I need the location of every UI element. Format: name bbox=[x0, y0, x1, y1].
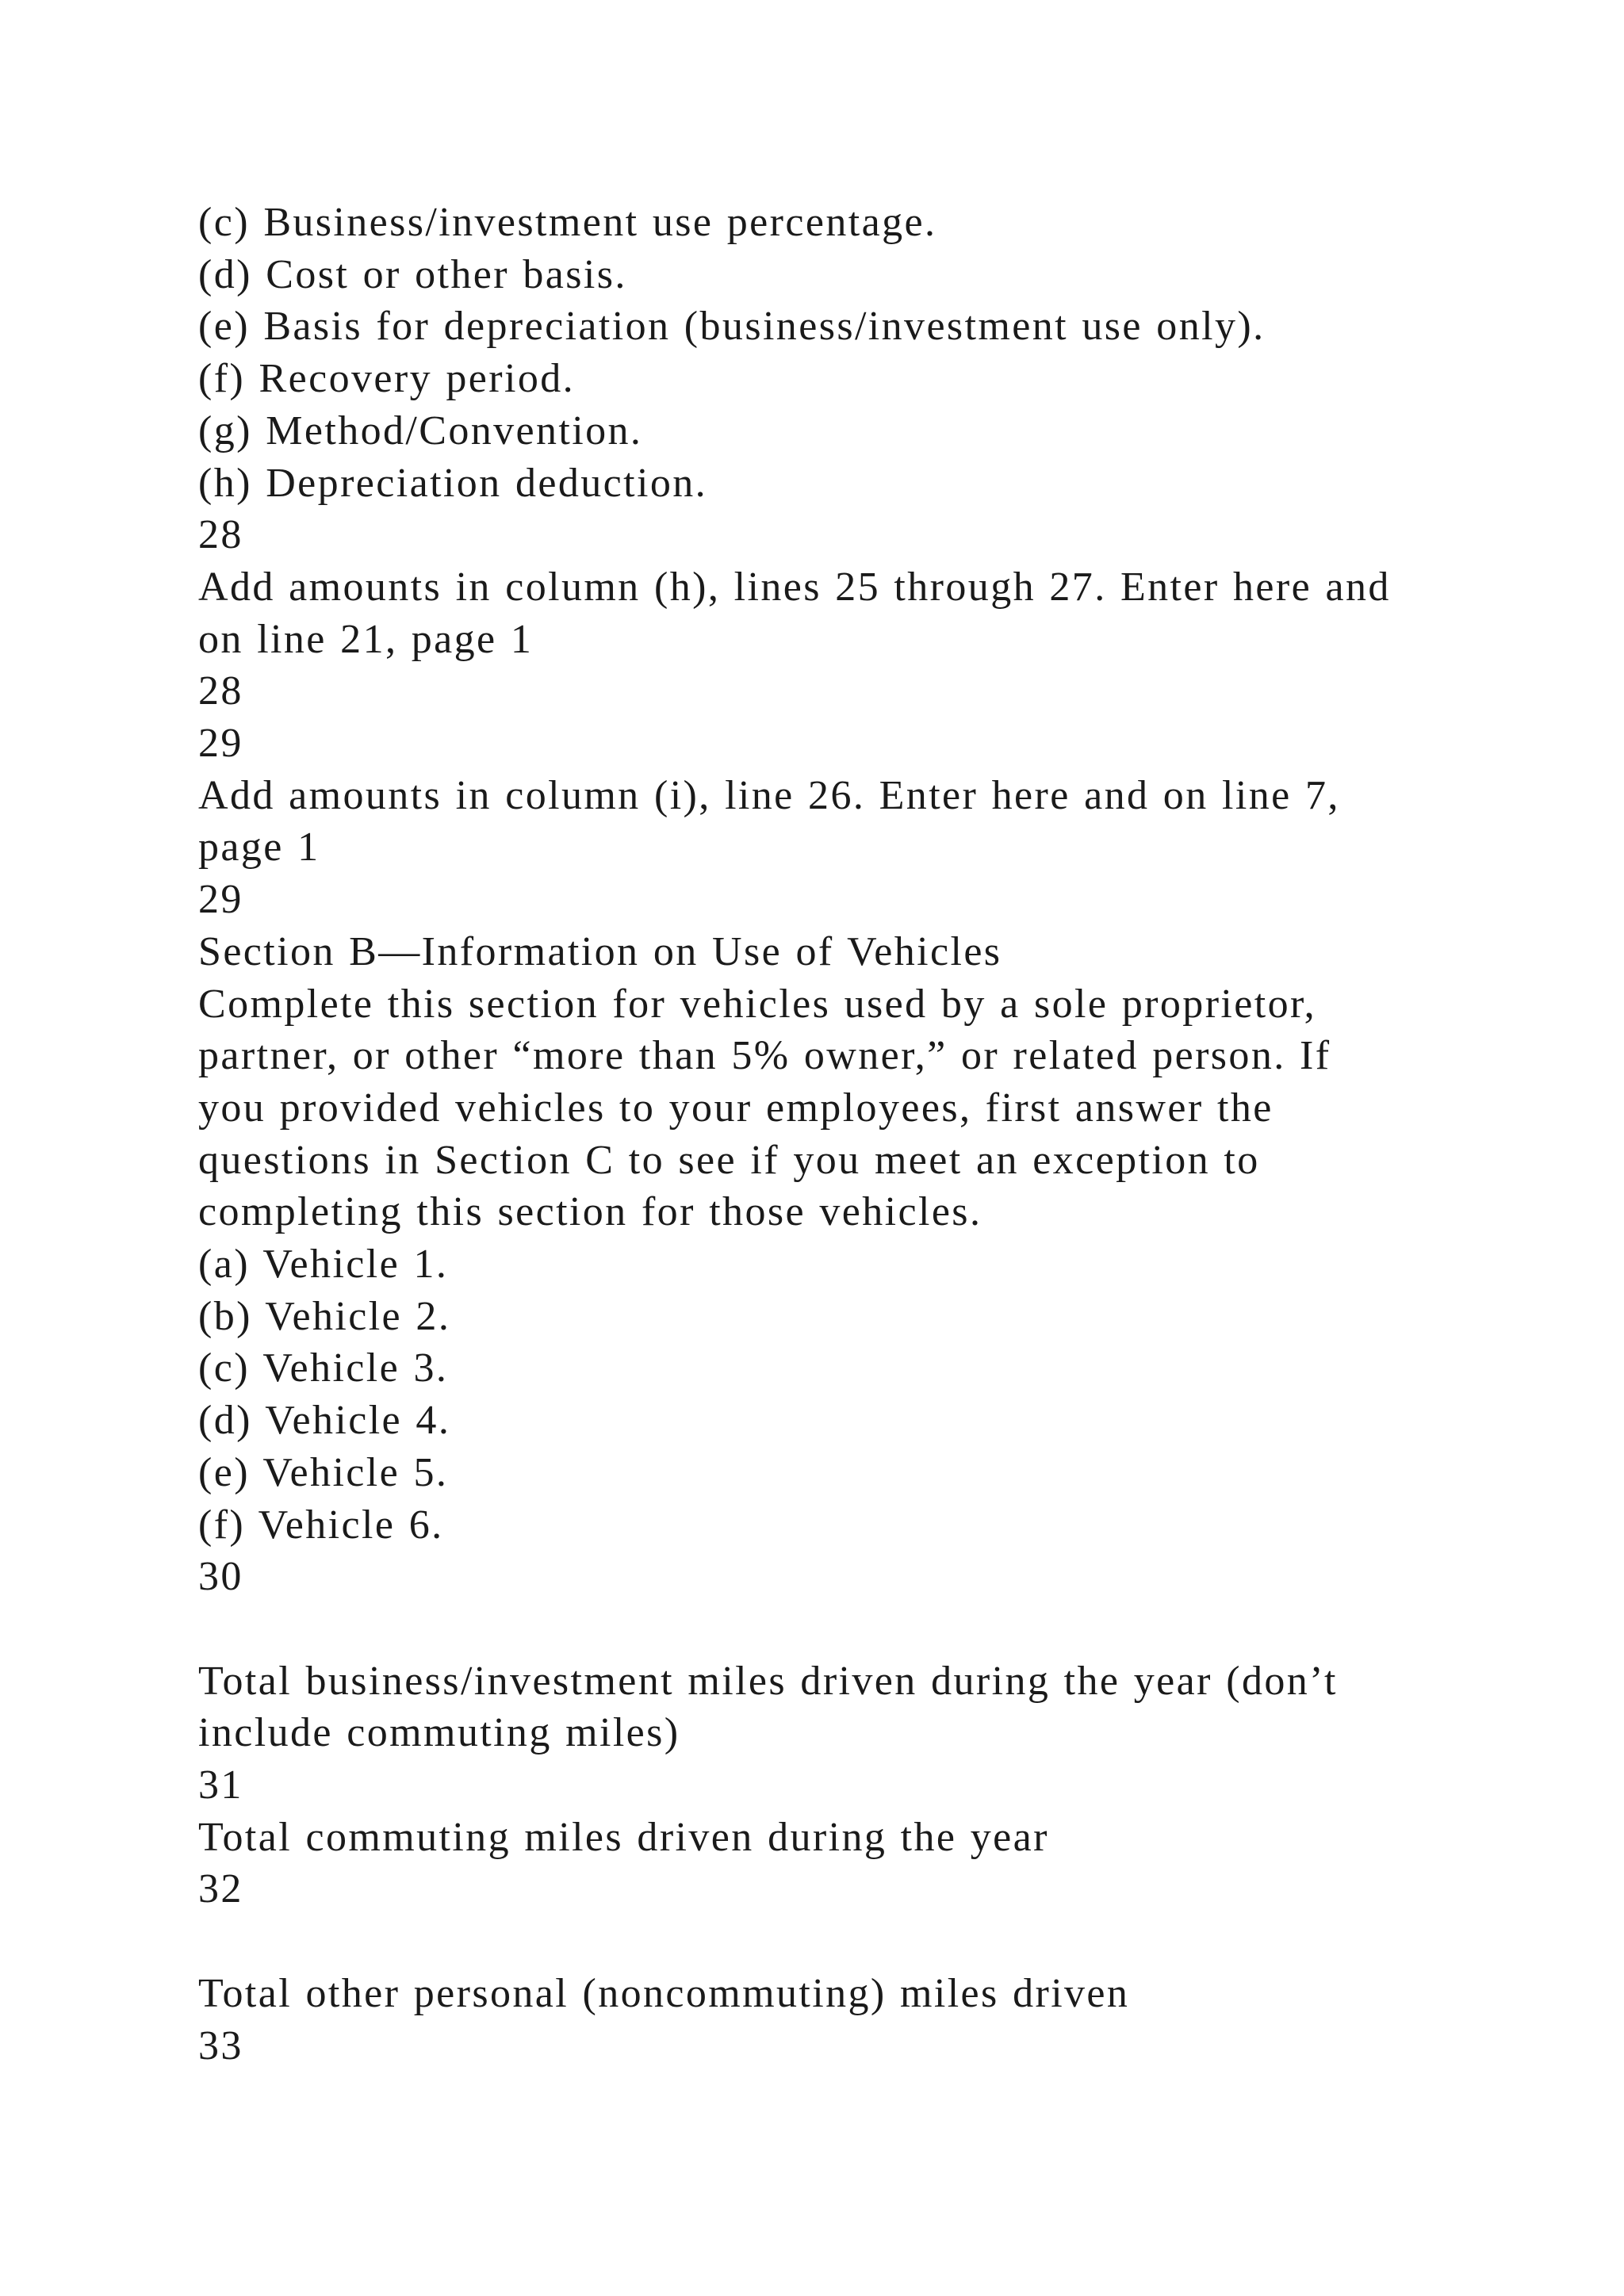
section-b-heading: Section B—Information on Use of Vehicles bbox=[198, 928, 1002, 974]
line-number-28: 28 bbox=[198, 512, 243, 558]
line-32-text: Total other personal (noncommuting) miles driven bbox=[198, 1970, 1130, 2016]
section-b-text-1: Complete this section for vehicles used by a sole proprietor, bbox=[198, 981, 1317, 1027]
section-b-text-4: questions in Section C to see if you meet an exception to bbox=[198, 1137, 1260, 1183]
vehicle-1-label: (a) Vehicle 1. bbox=[198, 1242, 449, 1288]
line-29-instruction: Add amounts in column (i), line 26. Enter here and on line 7, bbox=[198, 772, 1340, 818]
line-30-text-2: include commuting miles) bbox=[198, 1710, 680, 1756]
line-31-text: Total commuting miles driven during the year bbox=[198, 1814, 1049, 1860]
section-b-text-3: you provided vehicles to your employees, first answer the bbox=[198, 1085, 1274, 1131]
column-c-label: (c) Business/investment use percentage. bbox=[198, 200, 937, 245]
line-number-31: 31 bbox=[198, 1762, 243, 1808]
line-number-28-box: 28 bbox=[198, 668, 243, 714]
line-number-30: 30 bbox=[198, 1554, 243, 1600]
line-28-instruction-cont: on line 21, page 1 bbox=[198, 616, 534, 662]
column-h-label: (h) Depreciation deduction. bbox=[198, 460, 708, 506]
line-number-29: 29 bbox=[198, 721, 243, 767]
vehicle-2-label: (b) Vehicle 2. bbox=[198, 1293, 451, 1339]
vehicle-3-label: (c) Vehicle 3. bbox=[198, 1345, 449, 1391]
blank-line bbox=[198, 1915, 1483, 1968]
vehicle-6-label: (f) Vehicle 6. bbox=[198, 1502, 444, 1548]
document-page bbox=[198, 197, 1483, 2072]
column-g-label: (g) Method/Convention. bbox=[198, 408, 643, 453]
section-b-text-2: partner, or other “more than 5% owner,” or related person. If bbox=[198, 1033, 1331, 1079]
line-number-33: 33 bbox=[198, 2022, 243, 2068]
column-f-label: (f) Recovery period. bbox=[198, 356, 576, 402]
column-e-label: (e) Basis for depreciation (business/investment use only). bbox=[198, 304, 1266, 350]
section-b-text-5: completing this section for those vehicles. bbox=[198, 1189, 982, 1235]
line-number-29-box: 29 bbox=[198, 877, 243, 923]
vehicle-4-label: (d) Vehicle 4. bbox=[198, 1398, 451, 1444]
line-30-text-1: Total business/investment miles driven during the year (don’t bbox=[198, 1658, 1338, 1704]
vehicle-5-label: (e) Vehicle 5. bbox=[198, 1449, 449, 1495]
blank-line bbox=[198, 1603, 1483, 1655]
column-d-label: (d) Cost or other basis. bbox=[198, 251, 627, 297]
line-29-instruction-cont: page 1 bbox=[198, 825, 320, 871]
line-28-instruction: Add amounts in column (h), lines 25 through 27. Enter here and bbox=[198, 564, 1391, 610]
line-number-32: 32 bbox=[198, 1866, 243, 1912]
